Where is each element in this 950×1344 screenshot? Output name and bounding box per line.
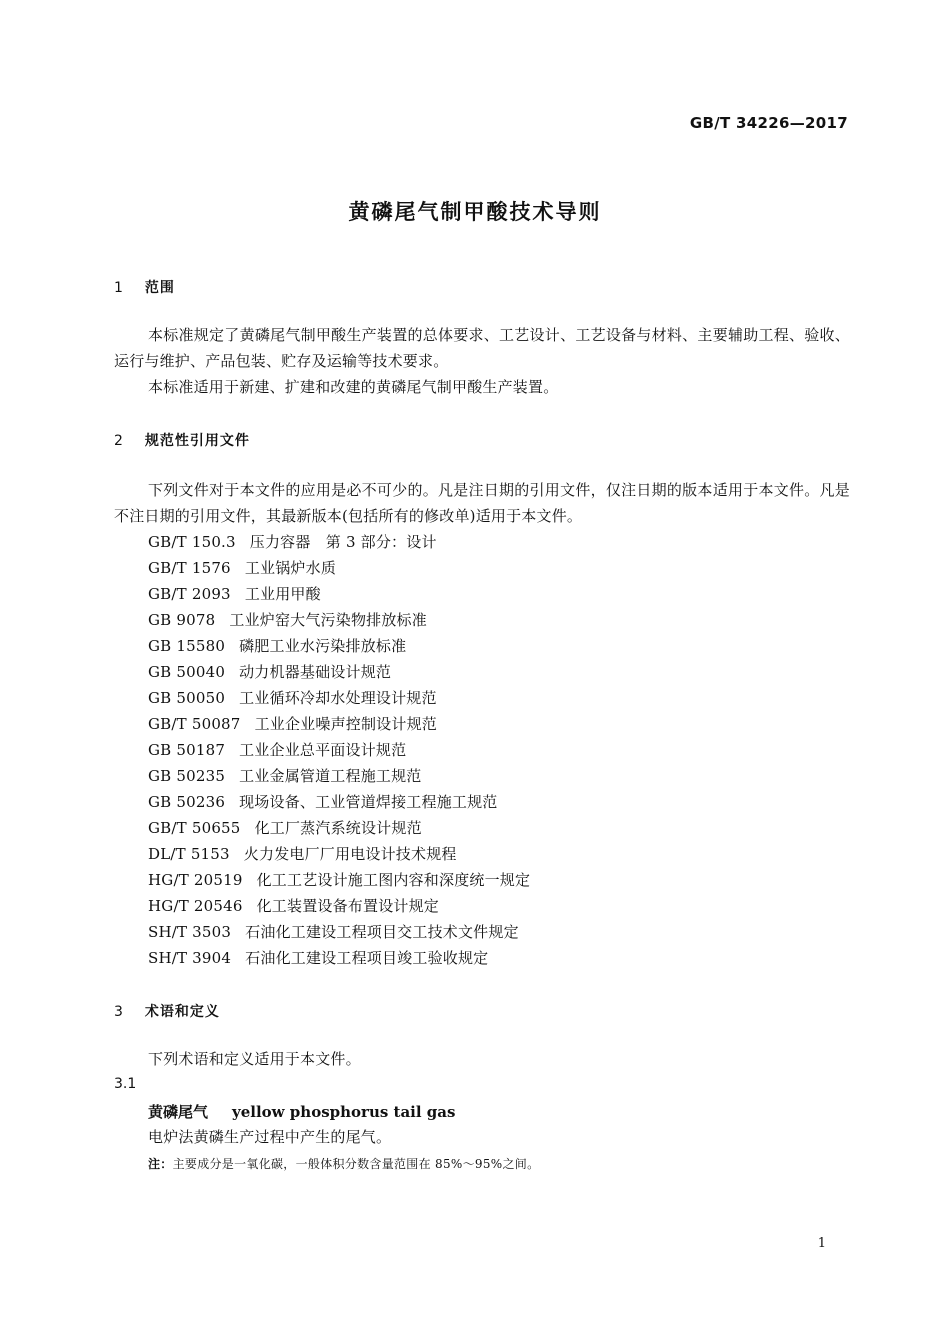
reference-title: 工业炉窑大气污染物排放标准 — [229, 611, 427, 629]
page-number: 1 — [817, 1236, 826, 1251]
reference-item — [148, 711, 530, 737]
reference-item — [148, 763, 530, 789]
reference-title: 现场设备、工业管道焊接工程施工规范 — [239, 793, 498, 811]
reference-list — [148, 529, 530, 971]
reference-item — [148, 945, 530, 971]
reference-code: HG/T 20519 — [148, 871, 243, 889]
section-number: 2 — [114, 433, 124, 449]
reference-code: GB/T 50087 — [148, 715, 241, 733]
reference-code: HG/T 20546 — [148, 897, 243, 915]
reference-title: 石油化工建设工程项目交工技术文件规定 — [245, 923, 519, 941]
reference-title: 石油化工建设工程项目竣工验收规定 — [245, 949, 489, 967]
standard-code: GB/T 34226—2017 — [689, 114, 848, 132]
reference-title: 化工装置设备布置设计规定 — [256, 897, 440, 915]
reference-item — [148, 919, 530, 945]
reference-code: GB 50040 — [148, 663, 226, 681]
reference-title: 工业循环冷却水处理设计规范 — [239, 689, 437, 707]
reference-title: 压力容器 第 3 部分：设计 — [249, 533, 437, 551]
section-title: 术语和定义 — [144, 1004, 220, 1020]
reference-title: 化工厂蒸汽系统设计规范 — [254, 819, 422, 837]
reference-code: GB 15580 — [148, 637, 226, 655]
reference-title: 工业企业总平面设计规范 — [239, 741, 407, 759]
reference-item — [148, 607, 530, 633]
reference-item — [148, 685, 530, 711]
reference-code: GB 50050 — [148, 689, 226, 707]
reference-code: GB 50235 — [148, 767, 226, 785]
reference-code: GB 9078 — [148, 611, 216, 629]
reference-code: GB/T 150.3 — [148, 533, 236, 551]
reference-item — [148, 815, 530, 841]
reference-item — [148, 555, 530, 581]
note-label: 注： — [148, 1157, 173, 1171]
reference-title: 工业锅炉水质 — [244, 559, 337, 577]
reference-item — [148, 529, 530, 555]
term-note — [148, 1155, 539, 1172]
term-definition: 电炉法黄磷生产过程中产生的尾气。 — [148, 1128, 392, 1146]
reference-code: SH/T 3904 — [148, 949, 232, 967]
section-number: 1 — [114, 280, 124, 296]
reference-item — [148, 659, 530, 685]
reference-title: 工业用甲酸 — [244, 585, 321, 603]
section-3-heading — [114, 1001, 220, 1021]
term-entry — [148, 1101, 455, 1122]
section-2-heading — [114, 430, 250, 450]
section-1-heading — [114, 277, 175, 297]
reference-item — [148, 841, 530, 867]
reference-title: 化工工艺设计施工图内容和深度统一规定 — [256, 871, 531, 889]
reference-item — [148, 737, 530, 763]
reference-code: GB/T 2093 — [148, 585, 231, 603]
reference-item — [148, 581, 530, 607]
note-text: 主要成分是一氧化碳，一般体积分数含量范围在 85%～95%之间。 — [172, 1157, 540, 1171]
reference-title: 工业金属管道工程施工规范 — [239, 767, 422, 785]
scope-paragraph-2: 本标准适用于新建、扩建和改建的黄磷尾气制甲酸生产装置。 — [148, 378, 559, 396]
reference-title: 工业企业噪声控制设计规范 — [254, 715, 437, 733]
reference-code: GB 50236 — [148, 793, 226, 811]
reference-title: 磷肥工业水污染排放标准 — [239, 637, 407, 655]
reference-item — [148, 867, 530, 893]
reference-code: SH/T 3503 — [148, 923, 232, 941]
reference-title: 火力发电厂厂用电设计技术规程 — [243, 845, 457, 863]
section-number: 3 — [114, 1004, 124, 1020]
clause-number: 3.1 — [114, 1076, 137, 1092]
terms-intro: 下列术语和定义适用于本文件。 — [148, 1050, 361, 1068]
reference-title: 动力机器基础设计规范 — [239, 663, 392, 681]
term-english: yellow phosphorus tail gas — [232, 1103, 456, 1121]
reference-item — [148, 893, 530, 919]
section-title: 规范性引用文件 — [144, 433, 250, 449]
references-intro: 下列文件对于本文件的应用是必不可少的。凡是注日期的引用文件，仅注日期的版本适用于本文件。凡是不注日期的引用文件，其最新版本(包括所有的修改单)适用于本文件。 — [114, 481, 850, 525]
scope-paragraph-1: 本标准规定了黄磷尾气制甲酸生产装置的总体要求、工艺设计、工艺设备与材料、主要辅助工程、验收、运行与维护、产品包装、贮存及运输等技术要求。 — [114, 326, 850, 370]
reference-item — [148, 633, 530, 659]
document-title: 黄磷尾气制甲酸技术导则 — [348, 200, 602, 224]
reference-code: DL/T 5153 — [148, 845, 230, 863]
term-chinese: 黄磷尾气 — [148, 1103, 209, 1121]
reference-code: GB/T 50655 — [148, 819, 241, 837]
reference-code: GB/T 1576 — [148, 559, 231, 577]
reference-code: GB 50187 — [148, 741, 226, 759]
reference-item — [148, 789, 530, 815]
section-title: 范围 — [144, 280, 175, 296]
